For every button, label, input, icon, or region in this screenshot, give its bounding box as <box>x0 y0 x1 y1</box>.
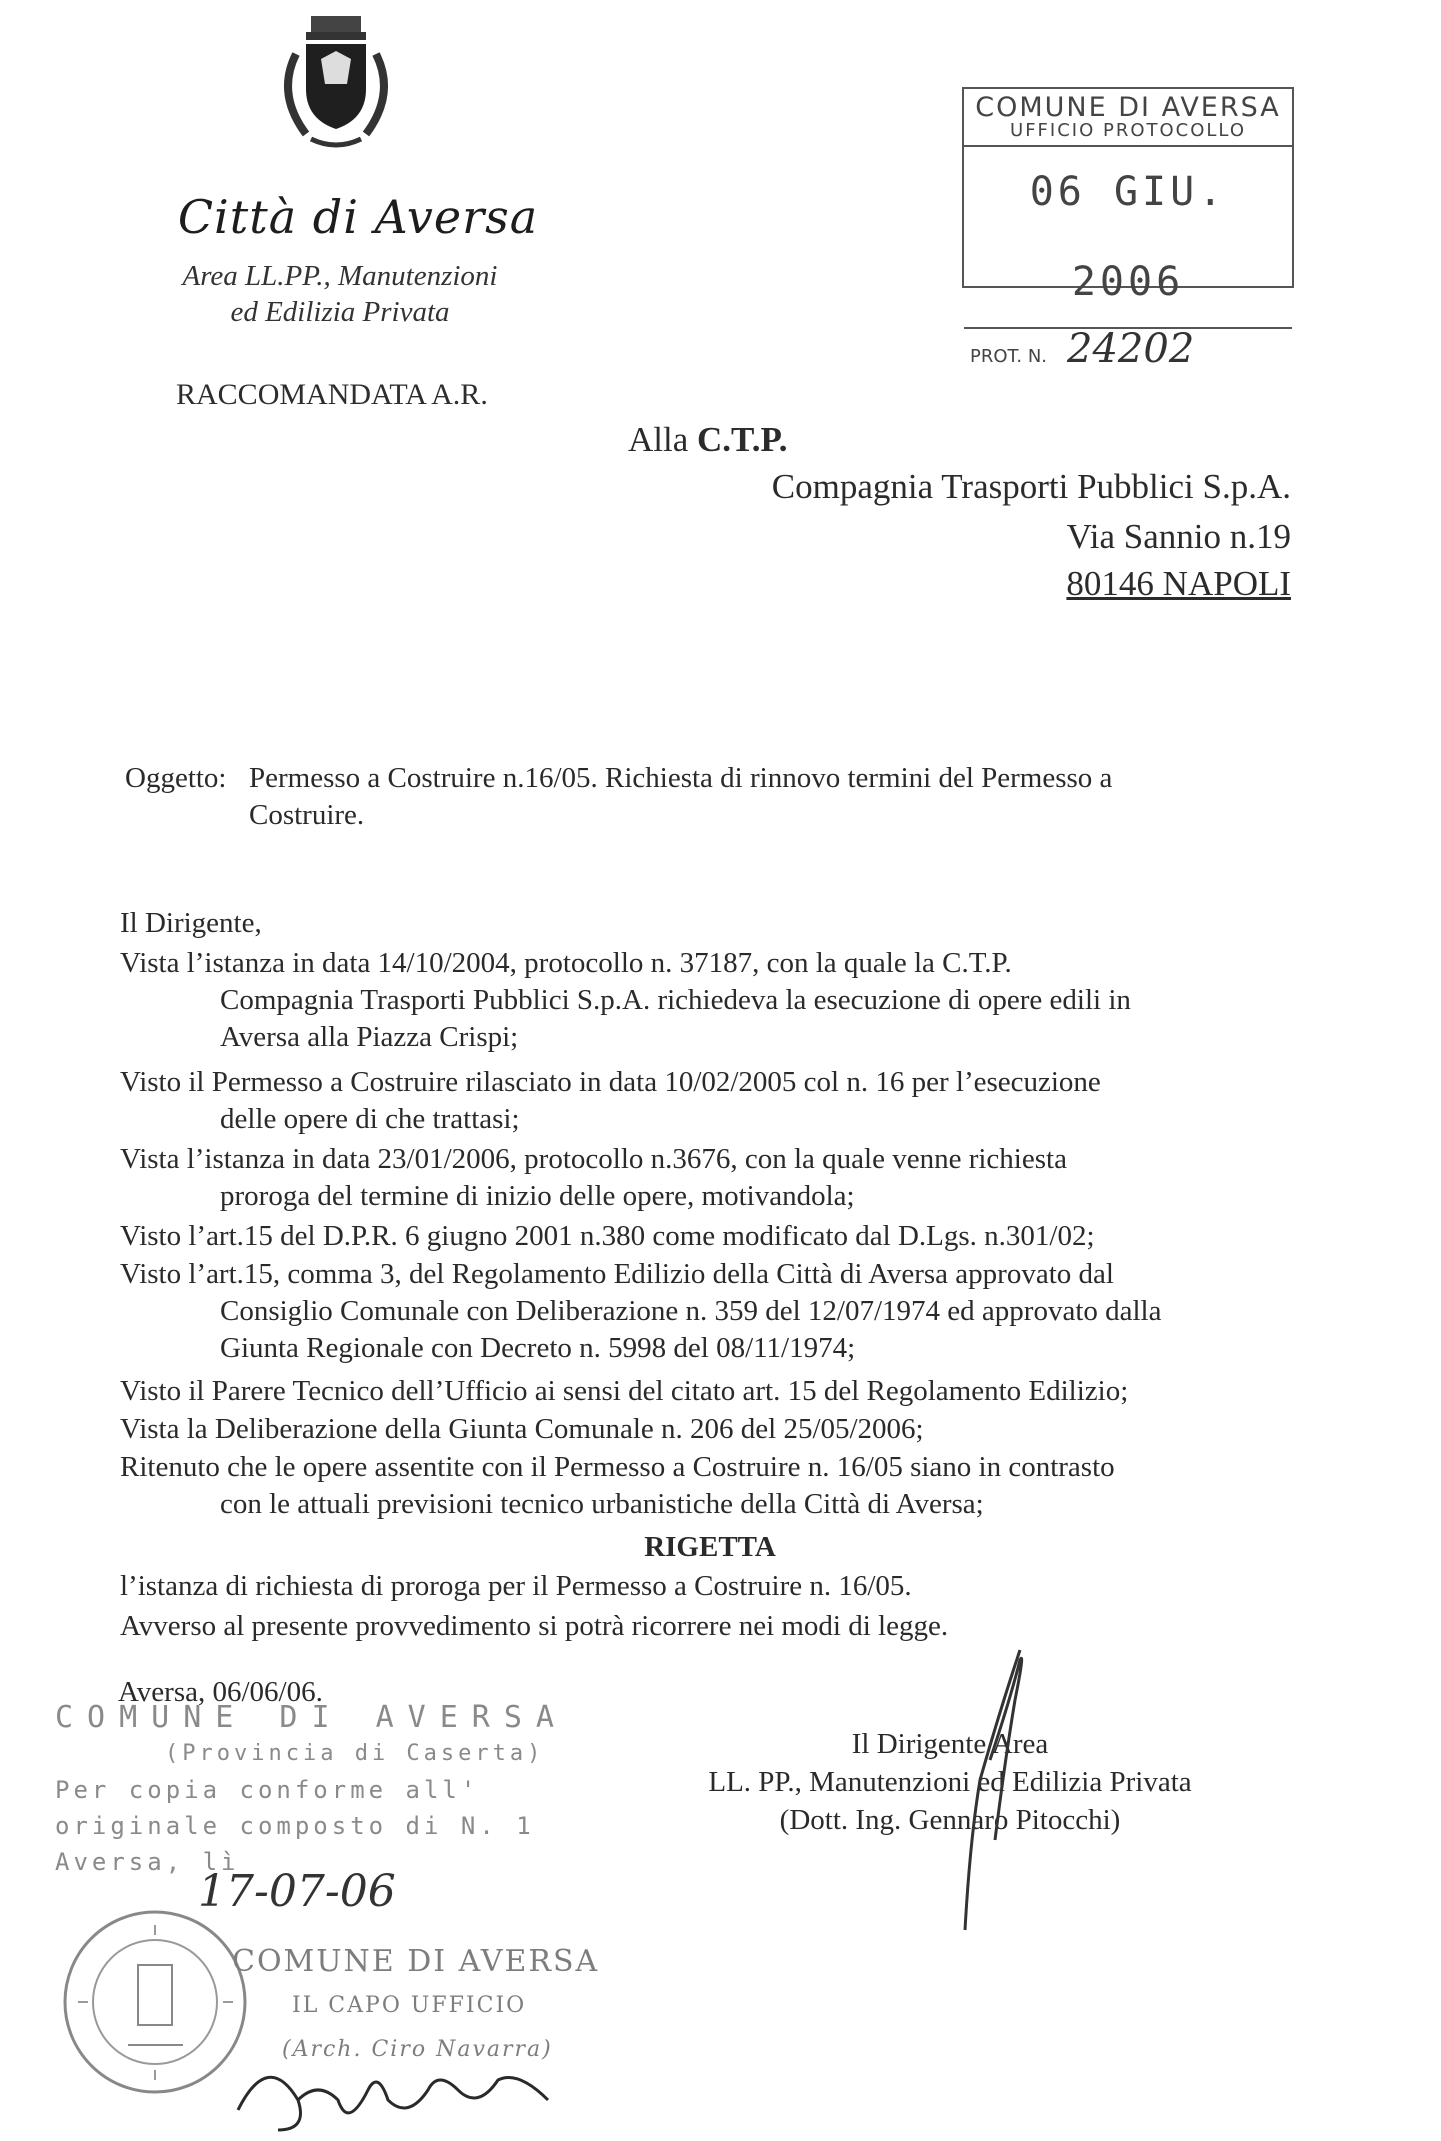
protocol-stamp <box>962 87 1294 372</box>
paragraph-5: Visto l’art.15, comma 3, del Regolamento Edilizio della Città di Aversa approvato dal Consiglio Comunale con Deliberazione n. 359 del 12/07/1974 ed approvato dalla Giunta Regionale con Decreto n. 5998 del 08/11/1974; <box>120 1258 1162 1364</box>
subject: Oggetto: Permesso a Costruire n.16/05. Richiesta di rinnovo termini del Permesso a Costruire. <box>125 762 1113 831</box>
mail-type: RACCOMANDATA A.R. <box>176 378 488 411</box>
stamp-line2: UFFICIO PROTOCOLLO <box>964 121 1292 147</box>
paragraph-8: Ritenuto che le opere assentite con il Permesso a Costruire n. 16/05 siano in contrasto con le attuali previsioni tecnico urbanistiche della Città di Aversa; <box>120 1451 1115 1520</box>
paragraph-2: Visto il Permesso a Costruire rilasciato in data 10/02/2005 col n. 16 per l’esecuzione delle opere di che trattasi; <box>120 1066 1101 1135</box>
handwritten-copy-date: 17-07-06 <box>198 1866 396 1917</box>
office-stamp: COMUNE DI AVERSA IL CAPO UFFICIO (Arch. Ciro Navarra) <box>232 1944 600 2062</box>
stamp-line1: COMUNE DI AVERSA <box>975 92 1281 123</box>
recipient-company: Compagnia Trasporti Pubblici S.p.A. <box>771 467 1291 506</box>
stamp-date: 06 GIU. 2006 <box>964 147 1292 329</box>
recipient-street: Via Sannio n.19 <box>1066 517 1291 556</box>
office-signature-icon <box>228 2040 648 2140</box>
subject-label: Oggetto: <box>125 762 227 794</box>
paragraph-4: Visto l’art.15 del D.P.R. 6 giugno 2001 n.380 come modificato dal D.Lgs. n.301/02; <box>120 1220 1095 1252</box>
paragraph-9: l’istanza di richiesta di proroga per il Permesso a Costruire n. 16/05. <box>120 1570 912 1602</box>
copy-conformity-stamp: COMUNE DI AVERSA (Provincia di Caserta) Per copia conforme all' originale composto di N. 1 Aversa, lì <box>55 1700 568 1876</box>
handwritten-signature-icon <box>930 1640 1050 1940</box>
department-name: Area LL.PP., Manutenzioni ed Edilizia Privata <box>182 260 498 328</box>
paragraph-10: Avverso al presente provvedimento si potrà ricorrere nei modi di legge. <box>120 1610 949 1642</box>
stamp-prot-label: PROT. N. <box>970 346 1048 367</box>
coat-of-arms-icon <box>266 14 406 154</box>
recipient-name: Alla C.T.P. <box>628 420 788 459</box>
body-opening: Il Dirigente, <box>120 907 262 939</box>
city-title: Città di Aversa <box>177 190 539 244</box>
paragraph-7: Vista la Deliberazione della Giunta Comunale n. 206 del 25/05/2006; <box>120 1413 924 1445</box>
paragraph-3: Vista l’istanza in data 23/01/2006, protocollo n.3676, con la quale venne richiesta proroga del termine di inizio delle opere, motivandola; <box>120 1143 1067 1212</box>
signature-block: Il Dirigente Area LL. PP., Manutenzioni ed Edilizia Privata (Dott. Ing. Gennaro Pitocchi) <box>708 1728 1192 1836</box>
place-date: Aversa, 06/06/06. <box>118 1676 323 1708</box>
paragraph-6: Visto il Parere Tecnico dell’Ufficio ai sensi del citato art. 15 del Regolamento Edilizio; <box>120 1375 1129 1407</box>
stamp-prot-number: 24202 <box>1067 326 1195 372</box>
paragraph-1: Vista l’istanza in data 14/10/2004, protocollo n. 37187, con la quale la C.T.P. Compagnia Trasporti Pubblici S.p.A. richiedeva la esecuzione di opere edili in Aversa alla Piazza Crispi; <box>120 947 1131 1053</box>
rigetta-heading: RIGETTA <box>644 1531 776 1563</box>
round-seal-icon <box>58 1905 253 2100</box>
recipient-city: 80146 NAPOLI <box>1066 564 1291 603</box>
